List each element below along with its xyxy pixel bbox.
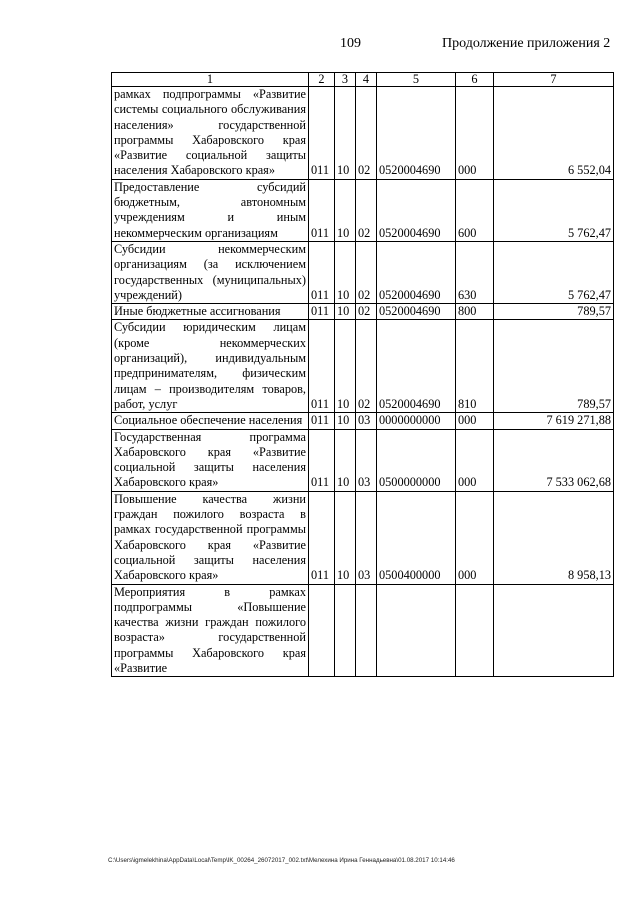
code-subsection: 02 xyxy=(356,241,377,303)
code-ministry: 011 xyxy=(309,241,335,303)
code-section: 10 xyxy=(335,320,356,413)
file-path-footer: C:\Users\igmelekhina\AppData\Local\Temp\IK_00264_26072017_002.txt\Мелехина Ирина Геннадьевна\01.08.2017 10:14:46 xyxy=(108,857,455,864)
code-subsection: 03 xyxy=(356,491,377,584)
code-expense-type: 800 xyxy=(456,304,494,320)
table-row xyxy=(112,87,614,180)
table-row xyxy=(112,304,614,320)
code-expense-type: 000 xyxy=(456,491,494,584)
code-expense-type: 600 xyxy=(456,179,494,241)
table-row xyxy=(112,320,614,413)
row-name: Государственная программа Хабаровского края «Развитие социальной защиты населения Хабаровского края» xyxy=(112,429,309,491)
code-ministry: 011 xyxy=(309,304,335,320)
code-target: 0520004690 xyxy=(377,320,456,413)
code-target: 0520004690 xyxy=(377,179,456,241)
amount: 8 958,13 xyxy=(494,491,614,584)
column-header: 3 xyxy=(335,73,356,87)
row-name: Субсидии юридическим лицам (кроме некоммерческих организаций), индивидуальным предпринимателям, физическим лицам – производителям товаров, работ, услуг xyxy=(112,320,309,413)
code-subsection: 02 xyxy=(356,304,377,320)
budget-table xyxy=(111,72,614,677)
amount: 5 762,47 xyxy=(494,241,614,303)
code-ministry: 011 xyxy=(309,491,335,584)
table-header xyxy=(112,73,614,87)
code-expense-type: 000 xyxy=(456,87,494,180)
page-number: 109 xyxy=(340,36,361,51)
code-ministry: 011 xyxy=(309,413,335,429)
row-name: рамках подпрограммы «Развитие системы социального обслуживания населения» государственной программы Хабаровского края «Развитие социальной защиты населения Хабаровского края» xyxy=(112,87,309,180)
column-header: 1 xyxy=(112,73,309,87)
amount: 7 533 062,68 xyxy=(494,429,614,491)
table-row xyxy=(112,179,614,241)
column-header: 5 xyxy=(377,73,456,87)
code-subsection xyxy=(356,584,377,677)
table-row xyxy=(112,413,614,429)
column-header: 6 xyxy=(456,73,494,87)
code-target: 0500400000 xyxy=(377,491,456,584)
row-name: Предоставление субсидий бюджетным, автономным учреждениям и иным некоммерческим организациям xyxy=(112,179,309,241)
table-row xyxy=(112,491,614,584)
amount: 6 552,04 xyxy=(494,87,614,180)
code-target xyxy=(377,584,456,677)
code-expense-type: 810 xyxy=(456,320,494,413)
code-section: 10 xyxy=(335,304,356,320)
column-header: 4 xyxy=(356,73,377,87)
code-section xyxy=(335,584,356,677)
code-subsection: 03 xyxy=(356,413,377,429)
column-header: 7 xyxy=(494,73,614,87)
code-target: 0500000000 xyxy=(377,429,456,491)
code-subsection: 02 xyxy=(356,179,377,241)
code-section: 10 xyxy=(335,491,356,584)
amount: 789,57 xyxy=(494,304,614,320)
amount: 5 762,47 xyxy=(494,179,614,241)
code-section: 10 xyxy=(335,429,356,491)
amount xyxy=(494,584,614,677)
code-target: 0520004690 xyxy=(377,304,456,320)
row-name: Мероприятия в рамках подпрограммы «Повышение качества жизни граждан пожилого возраста» государственной программы Хабаровского края «Развитие xyxy=(112,584,309,677)
header-note: Продолжение приложения 2 xyxy=(442,36,611,51)
row-name: Социальное обеспечение населения xyxy=(112,413,309,429)
code-section: 10 xyxy=(335,413,356,429)
row-name: Повышение качества жизни граждан пожилого возраста в рамках государственной программы Хабаровского края «Развитие социальной защиты населения Хабаровского края» xyxy=(112,491,309,584)
table-row xyxy=(112,584,614,677)
code-subsection: 02 xyxy=(356,320,377,413)
code-section: 10 xyxy=(335,179,356,241)
code-ministry: 011 xyxy=(309,179,335,241)
code-expense-type xyxy=(456,584,494,677)
table-row xyxy=(112,429,614,491)
code-target: 0520004690 xyxy=(377,87,456,180)
code-target: 0000000000 xyxy=(377,413,456,429)
code-expense-type: 000 xyxy=(456,429,494,491)
amount: 7 619 271,88 xyxy=(494,413,614,429)
code-subsection: 03 xyxy=(356,429,377,491)
row-name: Иные бюджетные ассигнования xyxy=(112,304,309,320)
code-target: 0520004690 xyxy=(377,241,456,303)
code-section: 10 xyxy=(335,241,356,303)
code-section: 10 xyxy=(335,87,356,180)
row-name: Субсидии некоммерческим организациям (за исключением государственных (муниципальных) учреждений) xyxy=(112,241,309,303)
code-ministry: 011 xyxy=(309,87,335,180)
table-row xyxy=(112,241,614,303)
code-expense-type: 000 xyxy=(456,413,494,429)
column-header: 2 xyxy=(309,73,335,87)
header-row xyxy=(112,73,614,87)
code-ministry xyxy=(309,584,335,677)
code-ministry: 011 xyxy=(309,429,335,491)
amount: 789,57 xyxy=(494,320,614,413)
table-body xyxy=(112,87,614,677)
code-ministry: 011 xyxy=(309,320,335,413)
code-expense-type: 630 xyxy=(456,241,494,303)
code-subsection: 02 xyxy=(356,87,377,180)
